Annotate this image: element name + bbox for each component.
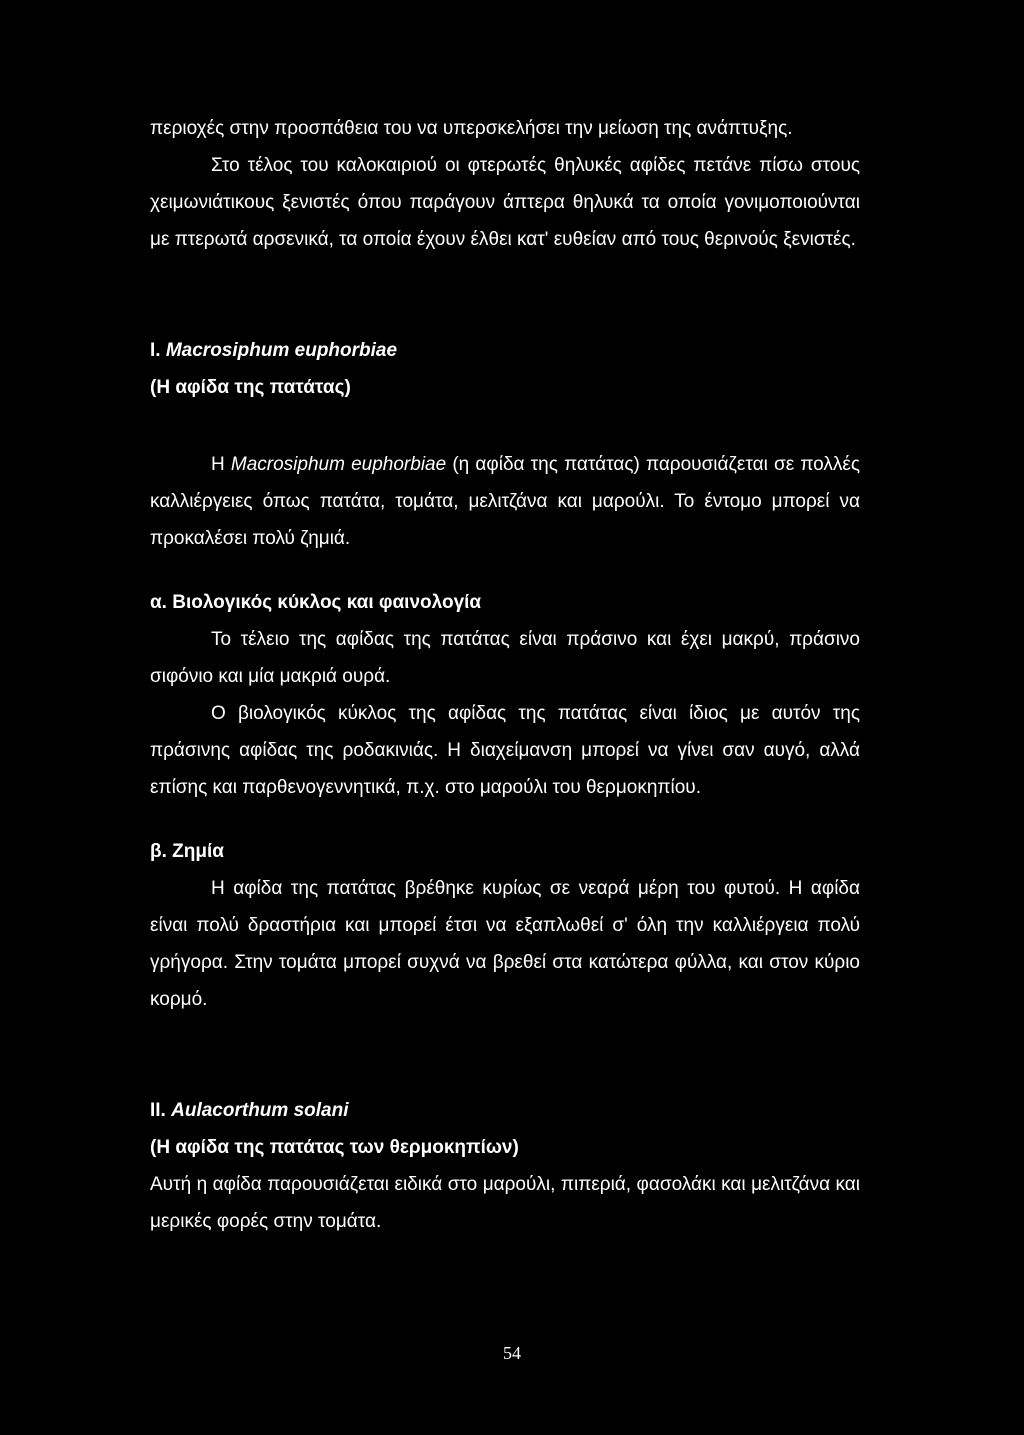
section-2-species: Aulacorthum solani bbox=[171, 1100, 349, 1121]
subsection-a-paragraph-2: Ο βιολογικός κύκλος της αφίδας της πατάτας είναι ίδιος με αυτόν της πράσινης αφίδας της ροδακινιάς. Η διαχείμανση μπορεί να γίνει σαν αυγό, αλλά επίσης και παρθενογεννητικά, π.χ. στο μαρούλι του θερμοκηπίου. bbox=[150, 703, 860, 798]
section-2-title bbox=[150, 1092, 860, 1129]
section-1-common-name: (Η αφίδα της πατάτας) bbox=[150, 377, 351, 398]
section-2-numeral: II. bbox=[150, 1100, 166, 1121]
subsection-a-heading: α. Βιολογικός κύκλος και φαινολογία bbox=[150, 592, 482, 613]
winter-hosts-paragraph: Στο τέλος του καλοκαιριού οι φτερωτές θηλυκές αφίδες πετάνε πίσω στους χειμωνιάτικους ξενιστές όπου παράγουν άπτερα θηλυκά τα οποία γονιμοποιούνται με πτερωτά αρσενικά, τα οποία έχουν έλθει κατ' ευθείαν από τους θερινούς ξενιστές. bbox=[150, 155, 860, 250]
section-1-intro-paragraph bbox=[150, 446, 860, 557]
subsection-b-paragraph-1: Η αφίδα της πατάτας βρέθηκε κυρίως σε νεαρά μέρη του φυτού. Η αφίδα είναι πολύ δραστήρια και μπορεί έτσι να εξαπλωθεί σ' όλη την καλλιέργεια πολύ γρήγορα. Στην τομάτα μπορεί συχνά να βρεθεί στα κατώτερα φύλλα, και στον κύριο κορμό. bbox=[150, 878, 860, 1010]
section-2-common-name: (Η αφίδα της πατάτας των θερμοκηπίων) bbox=[150, 1137, 519, 1158]
section-1-species: Macrosiphum euphorbiae bbox=[165, 340, 398, 361]
section-1-intro-prefix: Η bbox=[211, 454, 231, 475]
document-page bbox=[150, 110, 860, 1240]
section-1-intro-rest: (η αφίδα της πατάτας) παρουσιάζεται σε πολλές καλλιέργειες όπως πατάτα, τομάτα, μελιτζάνα και μαρούλι. Το έντομο μπορεί να προκαλέσει πολύ ζημιά. bbox=[150, 454, 861, 549]
subsection-b-heading: β. Ζημία bbox=[150, 841, 224, 862]
section-1-intro-species: Macrosiphum euphorbiae bbox=[230, 454, 447, 475]
section-1-numeral: I. bbox=[150, 340, 161, 361]
continuation-paragraph: περιοχές στην προσπάθεια του να υπερσκελήσει την μείωση της ανάπτυξης. bbox=[150, 118, 793, 139]
page-number: 54 bbox=[503, 1343, 521, 1363]
subsection-a-paragraph-1: Το τέλειο της αφίδας της πατάτας είναι πράσινο και έχει μακρύ, πράσινο σιφόνιο και μία μακριά ουρά. bbox=[150, 629, 860, 687]
section-2-paragraph-1: Αυτή η αφίδα παρουσιάζεται ειδικά στο μαρούλι, πιπεριά, φασολάκι και μελιτζάνα και μερικές φορές στην τομάτα. bbox=[150, 1174, 860, 1232]
section-1-title bbox=[150, 332, 860, 369]
